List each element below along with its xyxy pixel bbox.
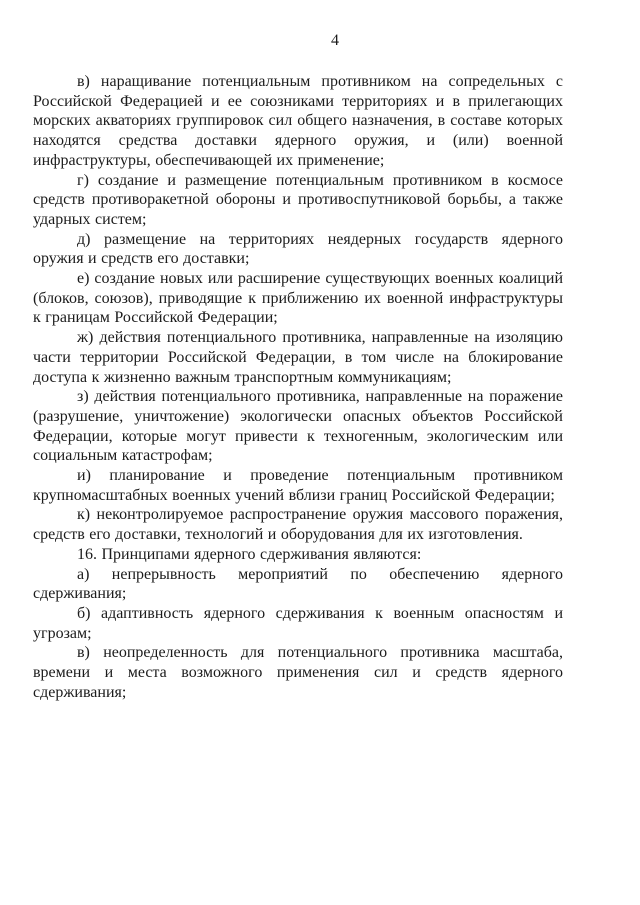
- paragraph: д) размещение на территориях неядерных государств ядерного оружия и средств его доставки;: [33, 230, 563, 268]
- document-body: [33, 72, 563, 703]
- page-number: 4: [331, 32, 339, 49]
- paragraph: ж) действия потенциального противника, направленные на изоляцию части территории Российской Федерации, в том числе на блокирование доступа к жизненно важным транспортным коммуникациям;: [33, 329, 563, 386]
- paragraph: в) наращивание потенциальным противником на сопредельных с Российской Федерацией и ее союзниками территориях и в прилегающих морских акваториях группировок сил общего назначения, в составе которых находятся средства доставки ядерного оружия, и (или) военной инфраструктуры, обеспечивающей их применение;: [33, 73, 563, 169]
- paragraph: а) непрерывность мероприятий по обеспечению ядерного сдерживания;: [33, 565, 563, 603]
- paragraph: б) адаптивность ядерного сдерживания к военным опасностям и угрозам;: [33, 604, 563, 642]
- paragraph: 16. Принципами ядерного сдерживания являются:: [77, 545, 422, 563]
- paragraph: з) действия потенциального противника, направленные на поражение (разрушение, уничтожение) экологически опасных объектов Российской Федерации, которые могут привести к техногенным, экологическим или социальным катастрофам;: [33, 388, 563, 465]
- paragraph: е) создание новых или расширение существующих военных коалиций (блоков, союзов), приводящие к приближению их военной инфраструктуры к границам Российской Федерации;: [33, 270, 563, 327]
- paragraph: в) неопределенность для потенциального противника масштаба, времени и места возможного применения сил и средств ядерного сдерживания;: [33, 644, 563, 701]
- paragraph: г) создание и размещение потенциальным противником в космосе средств противоракетной обороны и противоспутниковой борьбы, а также ударных систем;: [33, 171, 563, 228]
- paragraph: и) планирование и проведение потенциальным противником крупномасштабных военных учений вблизи границ Российской Федерации;: [33, 467, 563, 504]
- paragraph: к) неконтролируемое распространение оружия массового поражения, средств его доставки, технологий и оборудования для их изготовления.: [33, 506, 563, 544]
